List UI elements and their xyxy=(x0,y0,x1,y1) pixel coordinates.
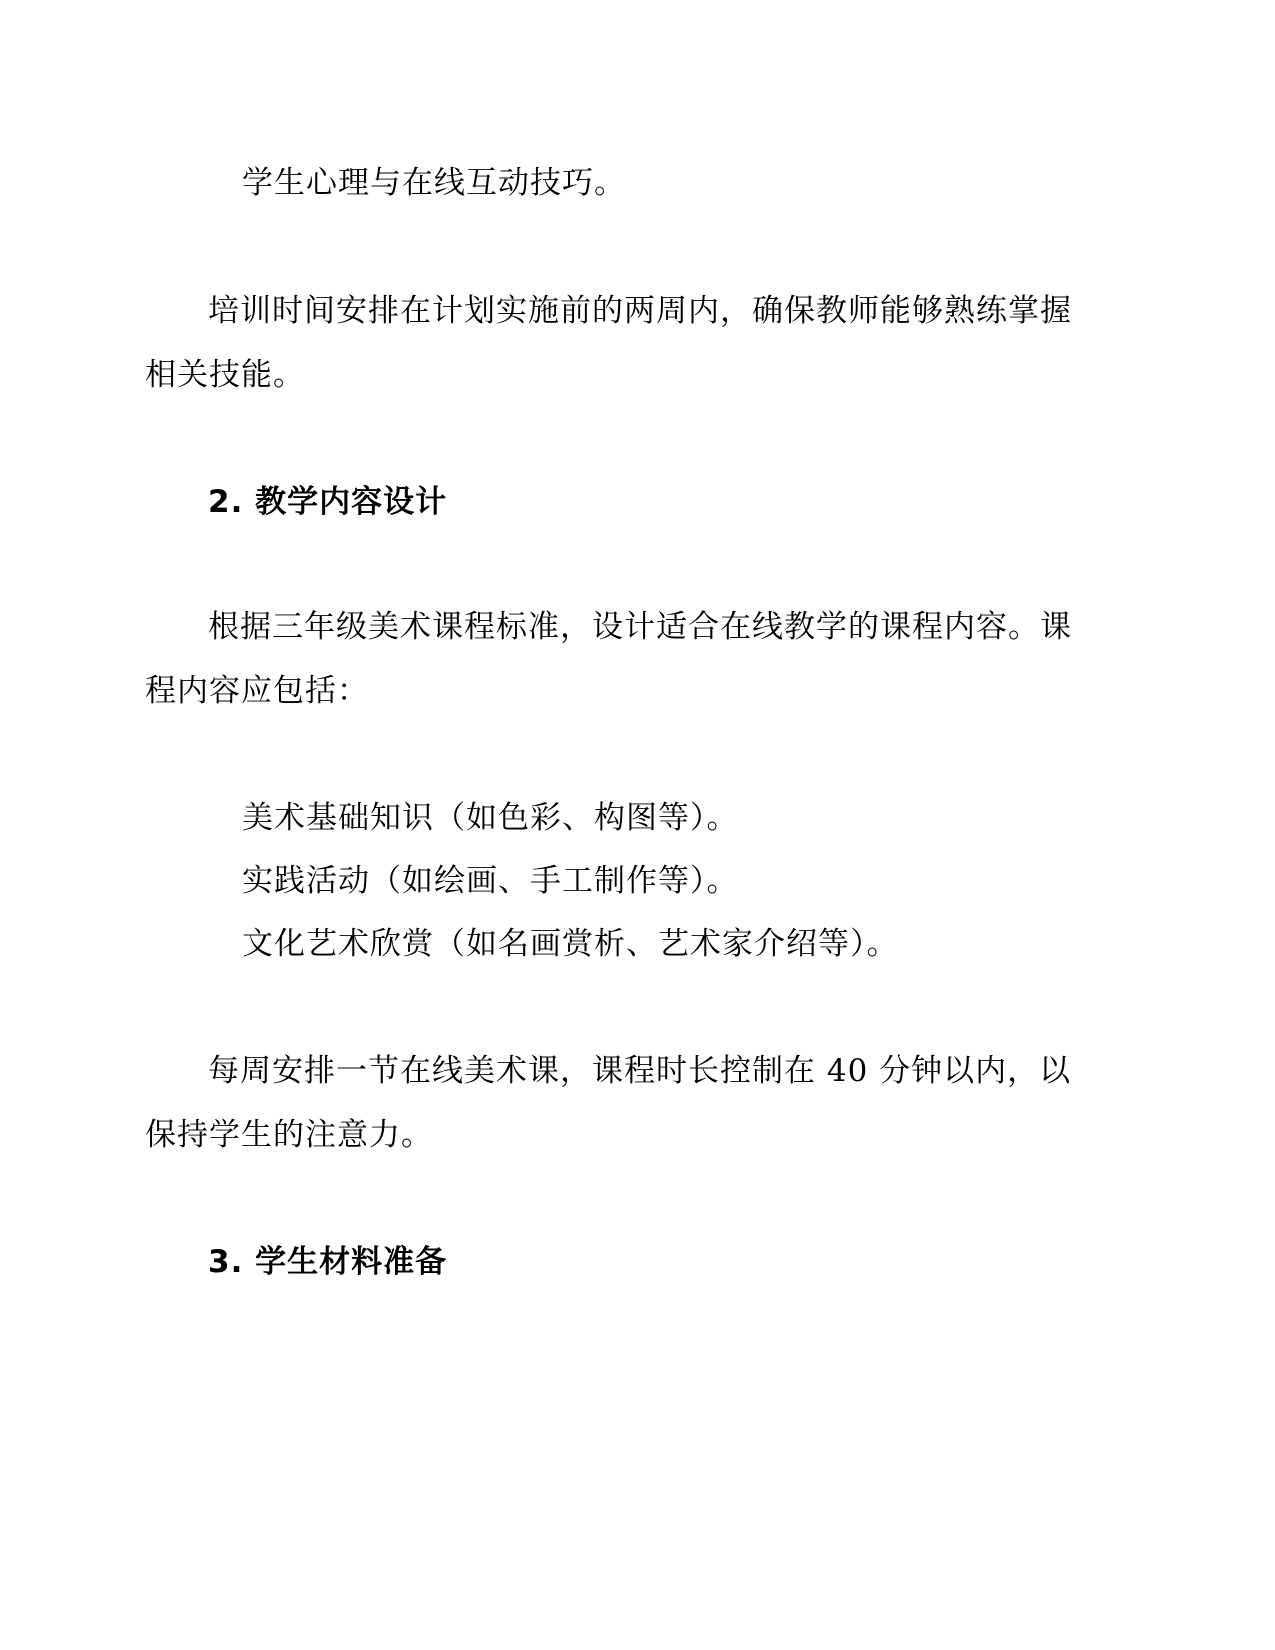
list-item: 实践活动（如绘画、手工制作等）。 xyxy=(242,863,739,899)
list-item: 美术基础知识（如色彩、构图等）。 xyxy=(242,800,739,836)
training-paragraph-line-2: 相关技能。 xyxy=(145,357,305,393)
section-heading-student-materials: 3. 学生材料准备 xyxy=(208,1244,448,1280)
schedule-paragraph-line-2: 保持学生的注意力。 xyxy=(145,1117,433,1153)
training-paragraph-line-1: 培训时间安排在计划实施前的两周内，确保教师能够熟练掌握 xyxy=(208,293,1072,329)
schedule-paragraph-line-1: 每周安排一节在线美术课，课程时长控制在 40 分钟以内，以 xyxy=(208,1053,1072,1089)
list-item-psychology: 学生心理与在线互动技巧。 xyxy=(242,165,626,201)
section-heading-teaching-content: 2. 教学内容设计 xyxy=(208,484,448,520)
list-item: 文化艺术欣赏（如名画赏析、艺术家介绍等）。 xyxy=(242,926,899,962)
content-intro-line-2: 程内容应包括： xyxy=(145,673,369,709)
content-intro-line-1: 根据三年级美术课程标准，设计适合在线教学的课程内容。课 xyxy=(208,609,1072,645)
